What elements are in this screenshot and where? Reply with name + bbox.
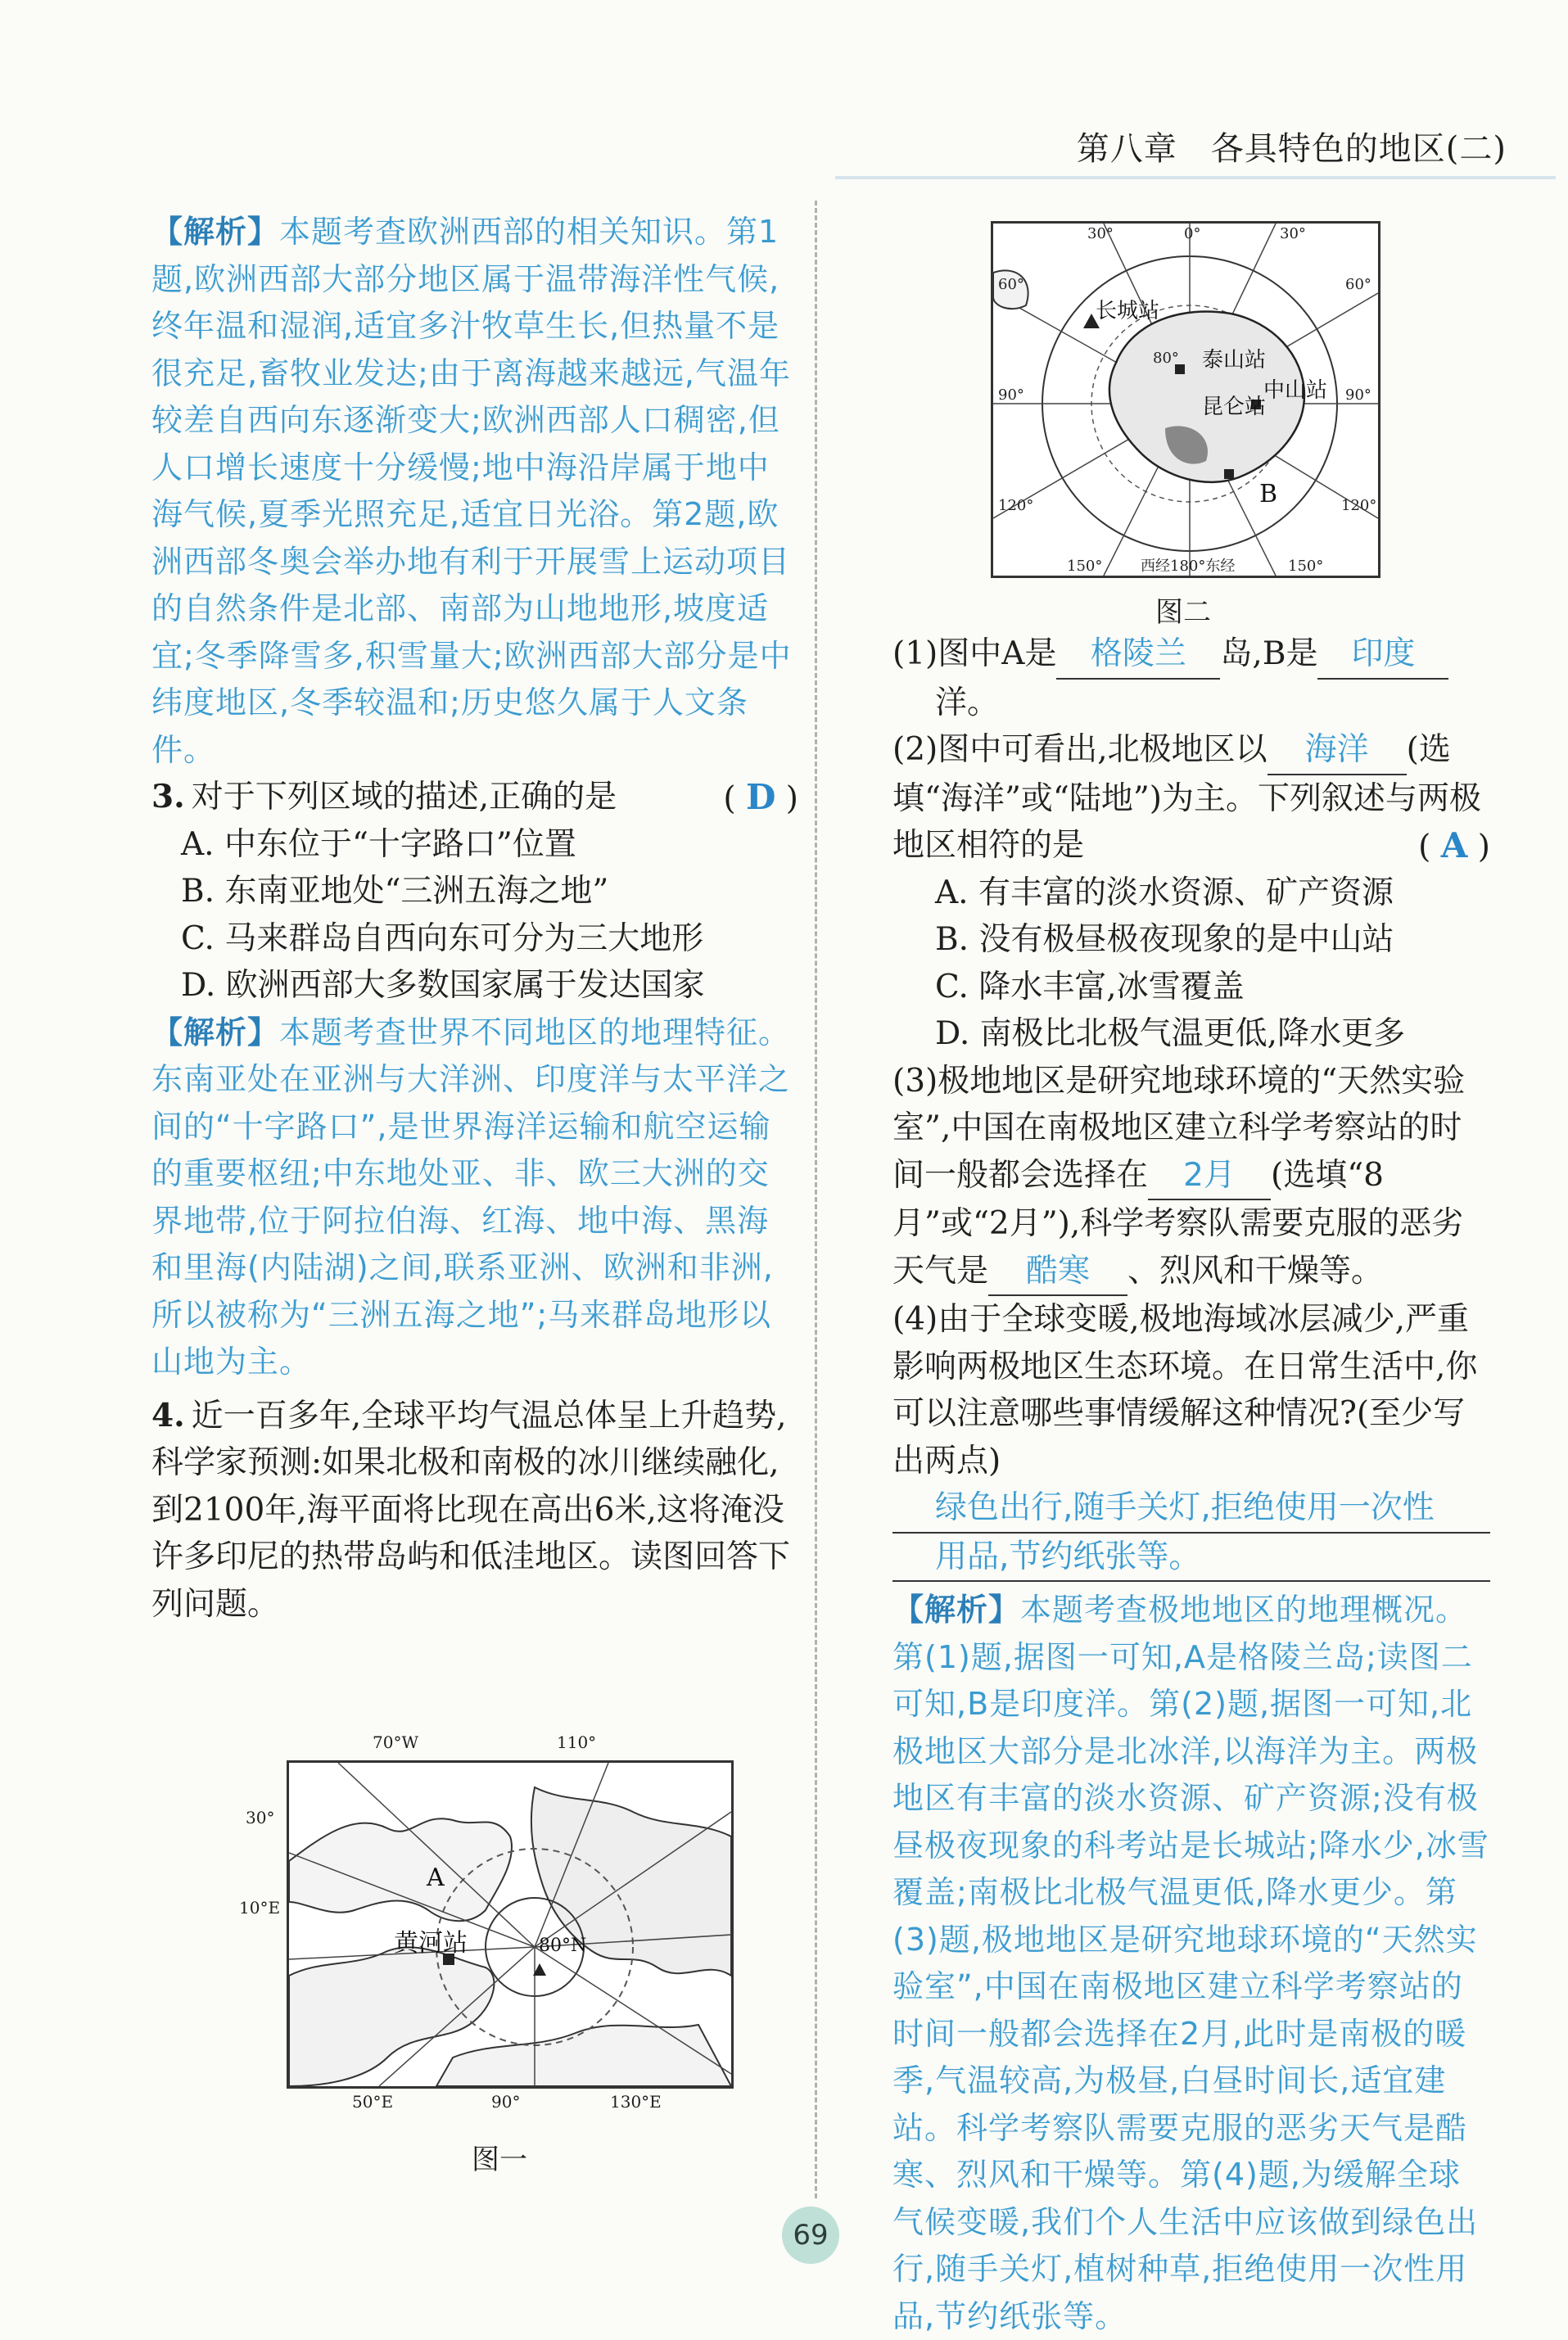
- label-60-left: 60°: [998, 276, 1024, 293]
- answer-choice: D: [745, 777, 776, 817]
- lon-130e-label: 130°E: [610, 2092, 662, 2112]
- fill-weather: 酷寒: [988, 1248, 1127, 1297]
- option-b: B. 没有极昼极夜现象的是中山站: [935, 921, 1394, 958]
- question-4: [151, 1393, 798, 1629]
- point-b-label: B: [1259, 480, 1278, 508]
- option-a: A. 有丰富的淡水资源、矿产资源: [935, 874, 1394, 911]
- lon-10e-label: 10°E: [239, 1898, 281, 1918]
- analysis-tag: 【解析】: [151, 214, 280, 250]
- lat-30-label: 30°: [246, 1808, 275, 1827]
- map-arctic: [287, 1760, 734, 2089]
- q1-pre: (1)图中A是: [892, 635, 1057, 672]
- q2-pre: (2)图中可看出,北极地区以: [892, 731, 1268, 768]
- bracket-open: (: [1418, 829, 1431, 865]
- map-antarctic: [991, 221, 1380, 578]
- lon-50e-label: 50°E: [352, 2092, 394, 2112]
- question-stem: 对于下列区域的描述,正确的是: [191, 779, 617, 815]
- label-180: 西经180°东经: [1141, 558, 1236, 575]
- taishan-station-label: 泰山站: [1202, 348, 1267, 373]
- kunlun-station-label: 昆仑站: [1202, 395, 1267, 419]
- sub-question-4: (4)由于全球变暖,极地海域冰层减少,严重影响两极地区生态环境。在日常生活中,你可以注意哪些事情缓解这种情况?(至少写出两点): [892, 1301, 1478, 1479]
- lat-80n-label: 80°N: [539, 1936, 587, 1956]
- question-number: 4.: [151, 1396, 185, 1434]
- analysis-text: 本题考查欧洲西部的相关知识。第1题,欧洲西部大部分地区属于温带海洋性气候,终年温和湿润,适宜多汁牧草生长,但热量不是很充足,畜牧业发达;由于离海越来越远,气温年较差自西向东逐渐变大;欧洲西部人口稠密,但人口增长速度十分缓慢;地中海沿岸属于地中海气候,夏季光照充足,适宜日光浴。第2题,欧洲西部冬奥会举办地有利于开展雪上运动项目的自然条件是北部、南部为山地地形,坡度适宜;冬季降雪多,积雪量大;欧洲西部大部分是中纬度地区,冬季较温和;历史悠久属于人文条件。: [151, 214, 792, 768]
- column-divider: [815, 201, 817, 2198]
- arctic-map-graphic: [289, 1763, 731, 2086]
- label-0: 0°: [1184, 225, 1201, 242]
- lon-110-label: 110°: [557, 1732, 597, 1752]
- header-rule: [835, 176, 1556, 179]
- option-a: A. 中东位于“十字路口”位置: [181, 825, 576, 863]
- question-stem: 近一百多年,全球平均气温总体呈上升趋势,科学家预测:如果北极和南极的冰川继续融化,到2100年,海平面将比现在高出6米,这将淹没许多印尼的热带岛屿和低洼地区。读图回答下列问题。: [151, 1397, 791, 1623]
- q1-post: 洋。: [935, 684, 1000, 721]
- chapter-header: 第八章 各具特色的地区(二): [1076, 130, 1507, 168]
- option-c: C. 马来群岛自西向东可分为三大地形: [181, 919, 704, 957]
- point-a-label: A: [427, 1863, 445, 1892]
- lon-90-label: 90°: [491, 2092, 521, 2112]
- fill-a: 格陵兰: [1056, 630, 1220, 680]
- analysis-1: [151, 209, 798, 774]
- label-90-left: 90°: [998, 386, 1024, 404]
- analysis-text: 本题考查世界不同地区的地理特征。东南亚处在亚洲与大洋洲、印度洋与太平洋之间的“十字路口”,是世界海洋运输和航空运输的重要枢纽;中东地处亚、非、欧三大洲的交界地带,位于阿拉伯海、红海、地中海、黑海和里海(内陆湖)之间,联系亚洲、欧洲和非洲,所以被称为“三洲五海之地”;马来群岛地形以山地为主。: [151, 1014, 791, 1380]
- right-column: [892, 630, 1490, 2340]
- label-120-right: 120°: [1341, 497, 1377, 514]
- changcheng-station-label: 长城站: [1096, 299, 1160, 323]
- sub-question-2: [892, 726, 1490, 870]
- label-150-left: 150°: [1067, 558, 1103, 575]
- analysis-3: [892, 1587, 1490, 2340]
- answer-bracket: [723, 774, 798, 823]
- label-90-right: 90°: [1345, 386, 1371, 404]
- analysis-tag: 【解析】: [892, 1592, 1021, 1628]
- label-30-right: 30°: [1280, 225, 1306, 242]
- map2-caption: 图二: [1155, 596, 1211, 629]
- analysis-tag: 【解析】: [151, 1014, 280, 1050]
- map1-caption: 图一: [472, 2143, 527, 2176]
- label-60-right: 60°: [1345, 276, 1371, 293]
- label-30-left: 30°: [1087, 225, 1114, 242]
- sub-question-1: [892, 630, 1490, 680]
- q4-answer-line-2: 用品,节约纸张等。: [892, 1534, 1490, 1583]
- option-b: B. 东南亚地处“三洲五海之地”: [181, 873, 609, 910]
- q4-answer-line-1: 绿色出行,随手关灯,拒绝使用一次性: [892, 1484, 1490, 1534]
- q3-post: 、烈风和干燥等。: [1127, 1252, 1384, 1290]
- bracket-close: ): [785, 780, 798, 817]
- page-number: 69: [782, 2207, 839, 2264]
- lon-70w-label: 70°W: [373, 1732, 419, 1752]
- bracket-open: (: [723, 780, 736, 817]
- sub-question-3: [892, 1058, 1490, 1297]
- fill-b: 印度: [1317, 630, 1448, 680]
- fill-month: 2月: [1148, 1152, 1271, 1201]
- option-d: D. 欧洲西部大多数国家属于发达国家: [181, 967, 705, 1004]
- question-3: [151, 774, 798, 821]
- q2-post: (选填“海洋”或“陆地”)为主。下列叙述与两极地区相符的是: [892, 731, 1481, 864]
- option-c: C. 降水丰富,冰雪覆盖: [935, 968, 1245, 1005]
- answer-choice: A: [1440, 825, 1468, 865]
- q1-mid: 岛,B是: [1220, 635, 1318, 672]
- huanghe-station-label: 黄河站: [394, 1929, 468, 1958]
- analysis-text: 本题考查极地地区的地理概况。第(1)题,据图一可知,A是格陵兰岛;读图二可知,B是印度洋。第(2)题,据图一可知,北极地区大部分是北冰洋,以海洋为主。两极地区有丰富的淡水资源、矿产资源;没有极昼极夜现象的科考站是长城站;降水少,冰雪覆盖;南极比北极气温更低,降水更少。第(3)题,极地地区是研究地球环境的“天然实验室”,中国在南极地区建立科学考察站的时间一般都会选择在2月,此时是南极的暖季,气温较高,为极昼,白昼时间长,适宜建站。科学考察队需要克服的恶劣天气是酷寒、烈风和干燥等。第(4)题,为缓解全球气候变暖,我们个人生活中应该做到绿色出行,随手关灯,植树种草,拒绝使用一次性用品,节约纸张等。: [892, 1592, 1489, 2334]
- bracket-close: ): [1477, 829, 1490, 865]
- zhongshan-station-label: 中山站: [1263, 378, 1328, 403]
- q3-mid: (选填“8月”或“2月”),科学考察队需要克服的恶劣天气是: [892, 1156, 1464, 1290]
- label-150-right: 150°: [1288, 558, 1324, 575]
- map1-top-labels: [373, 1732, 782, 1757]
- q3-pre: (3)极地地区是研究地球环境的“天然实验室”,中国在南极地区建立科学考察站的时间一般都会选择在: [892, 1062, 1466, 1194]
- question-number: 3.: [151, 778, 185, 815]
- fill-ocean: 海洋: [1268, 726, 1407, 775]
- antarctic-map-graphic: [993, 224, 1378, 576]
- label-120-left: 120°: [998, 497, 1034, 514]
- answer-bracket: [1418, 822, 1490, 871]
- analysis-2: [151, 1010, 798, 1386]
- lat-80-label: 80°: [1153, 350, 1179, 367]
- left-column: [151, 209, 798, 1628]
- option-d: D. 南极比北极气温更低,降水更多: [935, 1015, 1406, 1052]
